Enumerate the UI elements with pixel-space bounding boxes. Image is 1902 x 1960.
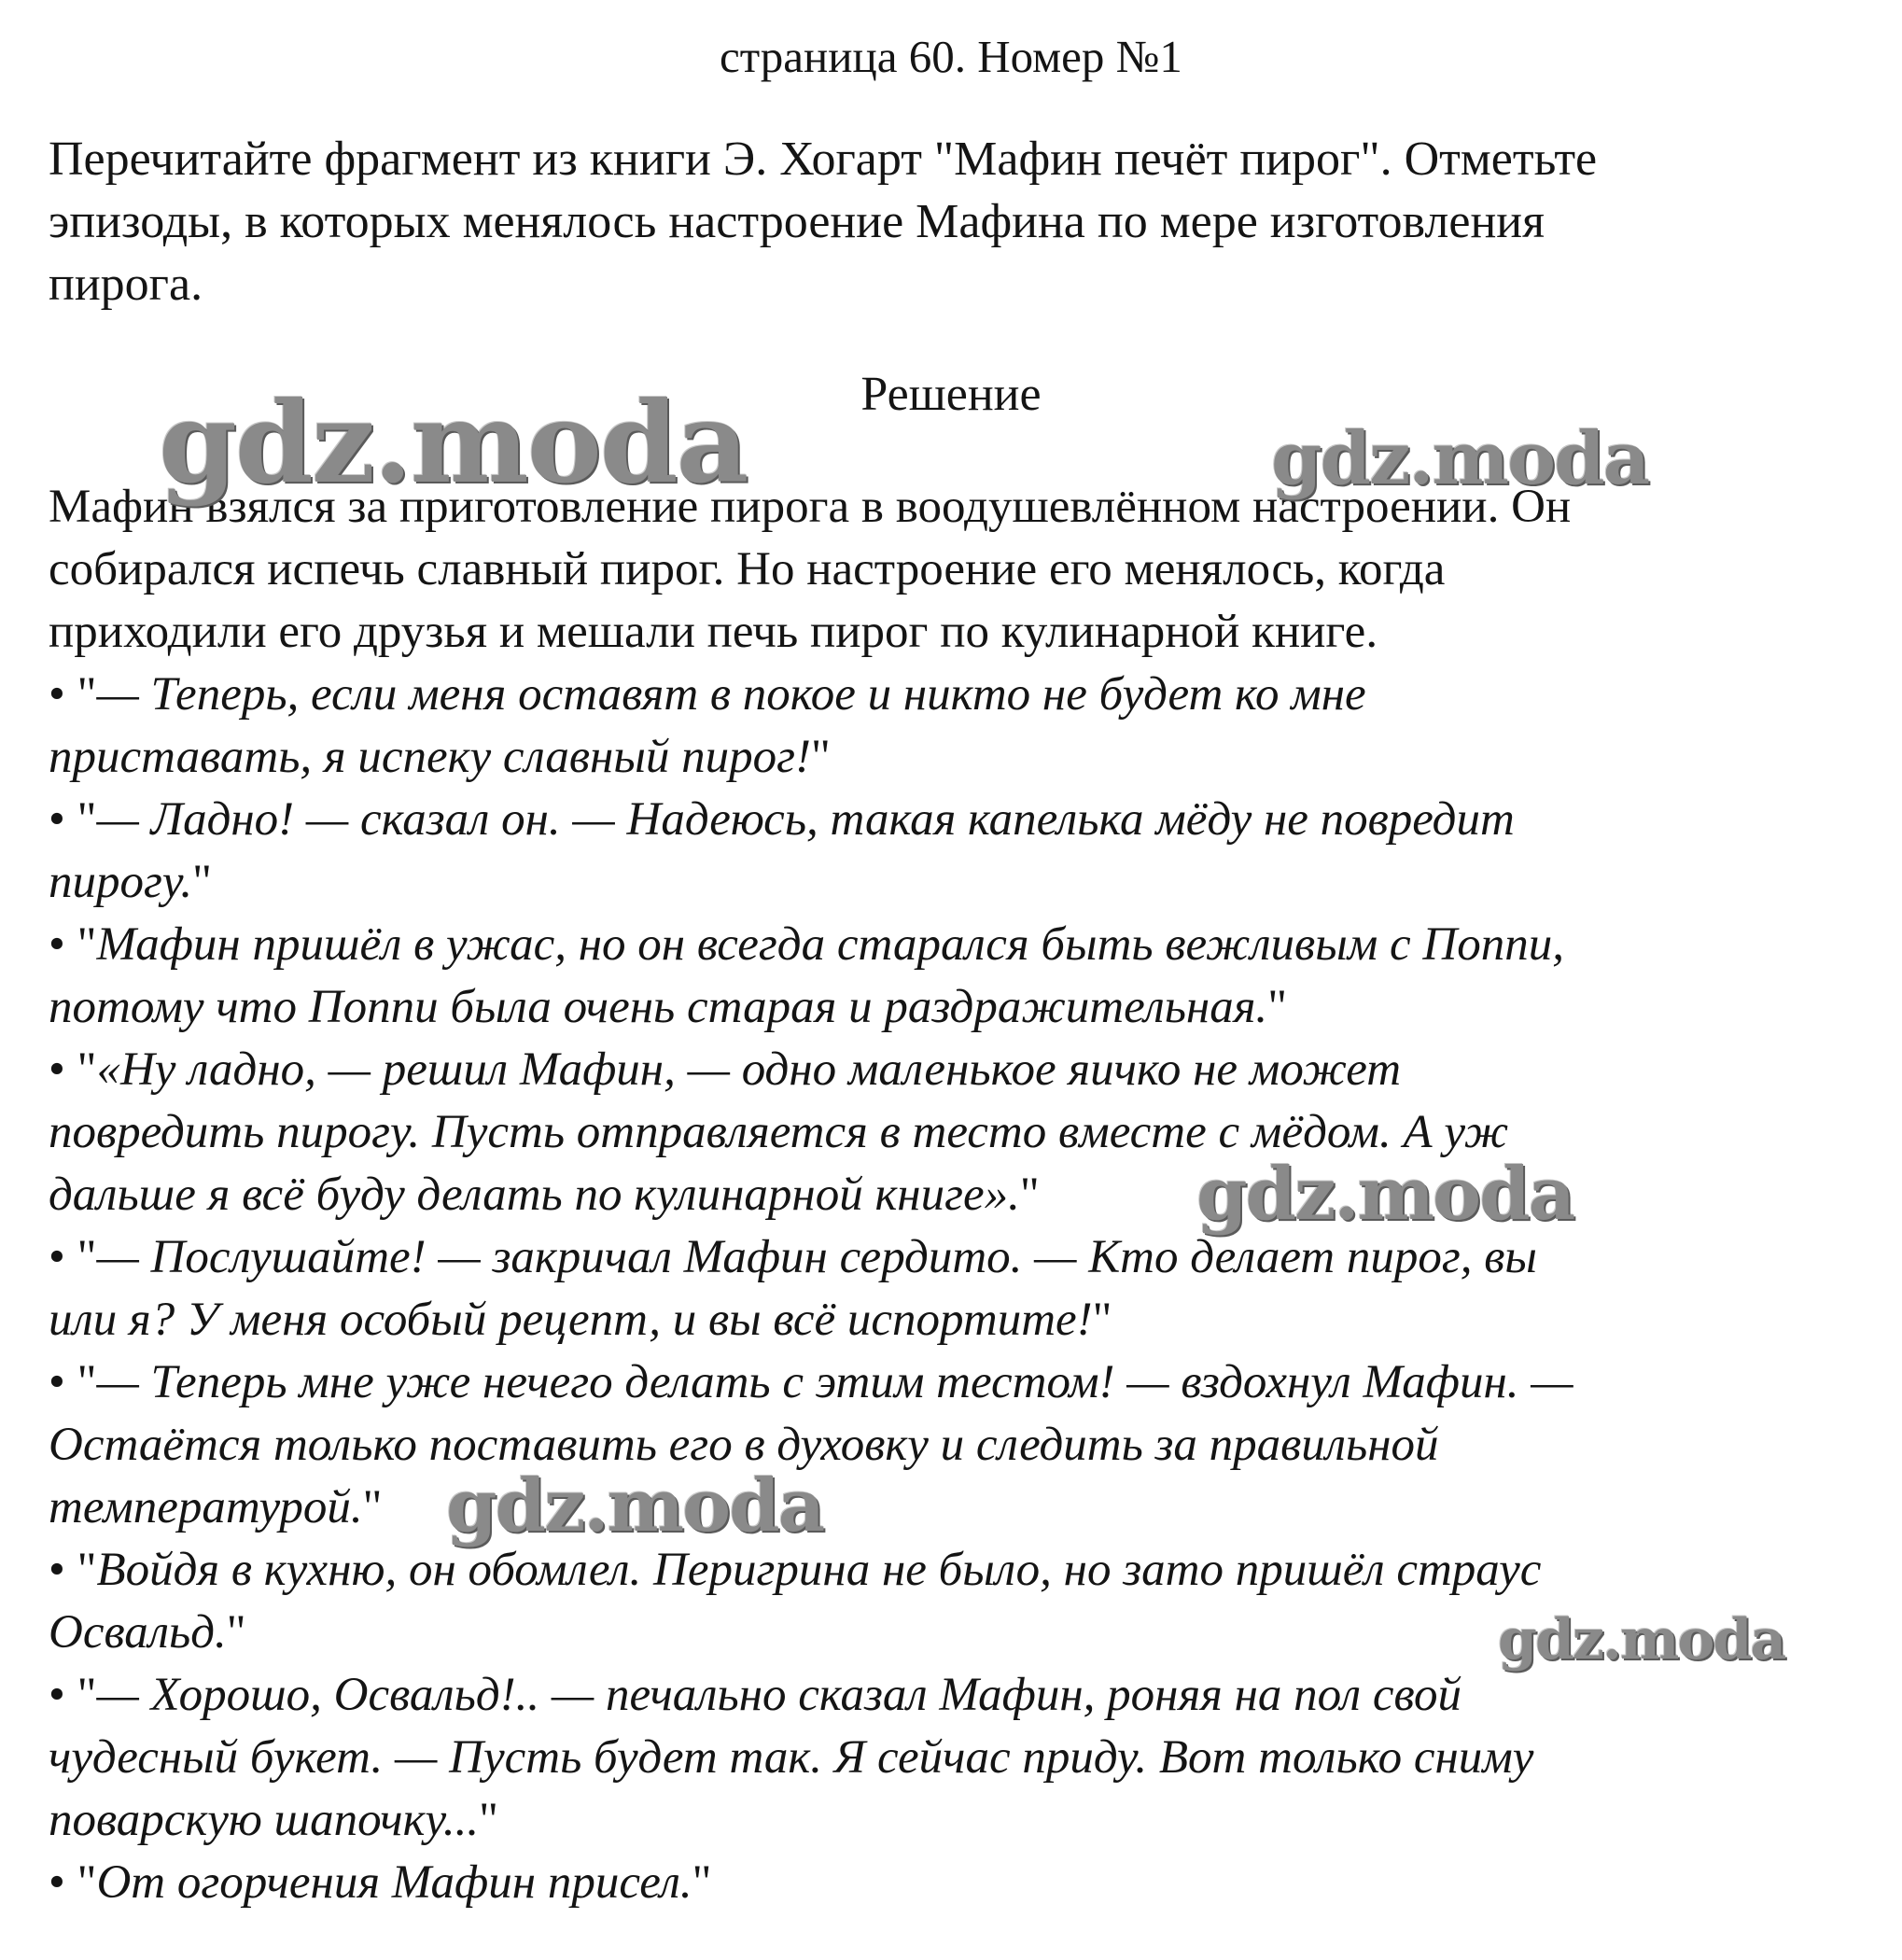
- quote-mark: ": [226, 1606, 246, 1659]
- bullet-marker: • ": [49, 668, 97, 721]
- quote-line: [49, 1164, 1878, 1226]
- page-title: страница 60. Номер №1: [720, 31, 1182, 82]
- quote-line: [49, 789, 1878, 851]
- bullet-marker: • ": [49, 1231, 97, 1283]
- quote-mark: ": [1092, 1294, 1112, 1346]
- bullet-marker: • ": [49, 1356, 97, 1408]
- quote-line: [49, 1602, 1878, 1664]
- task-line: пирога.: [49, 258, 203, 311]
- quote-mark: ": [1019, 1169, 1040, 1221]
- quote-line: [49, 1414, 1878, 1477]
- quote-line: [49, 1289, 1878, 1351]
- quote-text: От огорчения Мафин присел.: [96, 1856, 692, 1909]
- quote-text: чудесный букет. — Пусть будет так. Я сейчас приду. Вот только сниму: [49, 1731, 1534, 1784]
- quote-text: повредить пирогу. Пусть отправляется в тесто вместе с мёдом. А уж: [49, 1106, 1509, 1158]
- quote-line: [49, 976, 1878, 1039]
- intro-line: собирался испечь славный пирог. Но настроение его менялось, когда: [49, 543, 1446, 595]
- quote-text: — Теперь мне уже нечего делать с этим тестом! — вздохнул Мафин. —: [96, 1356, 1573, 1408]
- quote-text: пирогу.: [49, 856, 193, 908]
- quote-mark: ": [479, 1794, 498, 1846]
- quote-text: потому что Поппи была очень старая и раздражительная.: [49, 981, 1268, 1033]
- watermark: gdz.moda: [1271, 416, 1649, 501]
- quote-line: [49, 1351, 1878, 1414]
- quote-line: [49, 1852, 1878, 1914]
- quote-line: [49, 1664, 1878, 1727]
- quote-line: [49, 726, 1878, 789]
- solution-body: [49, 476, 1878, 1914]
- quote-line: [49, 1039, 1878, 1101]
- task-text: [49, 128, 1878, 315]
- watermark: gdz.moda: [159, 377, 748, 509]
- quote-mark: ": [1267, 981, 1288, 1033]
- quote-line: [49, 1226, 1878, 1289]
- quote-text: — Послушайте! — закричал Мафин сердито. — Кто делает пирог, вы: [96, 1231, 1537, 1283]
- quote-line: [49, 664, 1878, 726]
- task-line: эпизоды, в которых менялось настроение Мафина по мере изготовления: [49, 195, 1545, 248]
- watermark: gdz.moda: [446, 1463, 824, 1548]
- quote-text: — Теперь, если меня оставят в покое и никто не будет ко мне: [96, 668, 1366, 721]
- quote-mark: ": [192, 856, 212, 908]
- bullet-marker: • ": [49, 918, 97, 971]
- quote-text: «Ну ладно, — решил Мафин, — одно маленькое яичко не может: [96, 1043, 1402, 1096]
- quote-text: температурой.: [49, 1481, 363, 1533]
- quote-text: Войдя в кухню, он обомлел. Перигрина не было, но зато пришёл страус: [96, 1544, 1542, 1596]
- quote-text: или я? У меня особый рецепт, и вы всё испортите!: [49, 1294, 1093, 1346]
- quote-line: [49, 1727, 1878, 1789]
- quote-text: поварскую шапочку...: [49, 1794, 480, 1846]
- quote-line: [49, 1101, 1878, 1164]
- quote-mark: ": [362, 1481, 383, 1533]
- bullet-marker: • ": [49, 1043, 97, 1096]
- quote-text: Мафин пришёл в ужас, но он всегда старался быть вежливым с Поппи,: [96, 918, 1564, 971]
- watermark: gdz.moda: [1196, 1152, 1574, 1237]
- quote-text: дальше я всё буду делать по кулинарной книге».: [49, 1169, 1020, 1221]
- quote-line: [49, 1477, 1878, 1539]
- quote-text: — Ладно! — сказал он. — Надеюсь, такая капелька мёду не повредит: [96, 793, 1515, 846]
- quote-text: — Хорошо, Освальд!.. — печально сказал Мафин, роняя на пол свой: [96, 1669, 1462, 1721]
- quote-text: Остаётся только поставить его в духовку и следить за правильной: [49, 1419, 1439, 1471]
- quote-line: [49, 914, 1878, 976]
- quote-mark: ": [811, 731, 831, 783]
- watermark: gdz.moda: [1498, 1607, 1785, 1673]
- solution-heading: Решение: [860, 368, 1042, 421]
- intro-line: приходили его друзья и мешали печь пирог по кулинарной книге.: [49, 606, 1378, 658]
- quote-text: Освальд.: [49, 1606, 227, 1659]
- intro-line: Мафин взялся за приготовление пирога в воодушевлённом настроении. Он: [49, 481, 1572, 533]
- bullet-marker: • ": [49, 1856, 97, 1909]
- bullet-marker: • ": [49, 1669, 97, 1721]
- bullet-marker: • ": [49, 793, 97, 846]
- quote-line: [49, 851, 1878, 914]
- quote-text: приставать, я испеку славный пирог!: [49, 731, 811, 783]
- quote-line: [49, 1789, 1878, 1852]
- bullet-marker: • ": [49, 1544, 97, 1596]
- task-line: Перечитайте фрагмент из книги Э. Хогарт "Мафин печёт пирог". Отметьте: [49, 133, 1598, 186]
- quote-line: [49, 1539, 1878, 1602]
- quote-mark: ": [692, 1856, 712, 1909]
